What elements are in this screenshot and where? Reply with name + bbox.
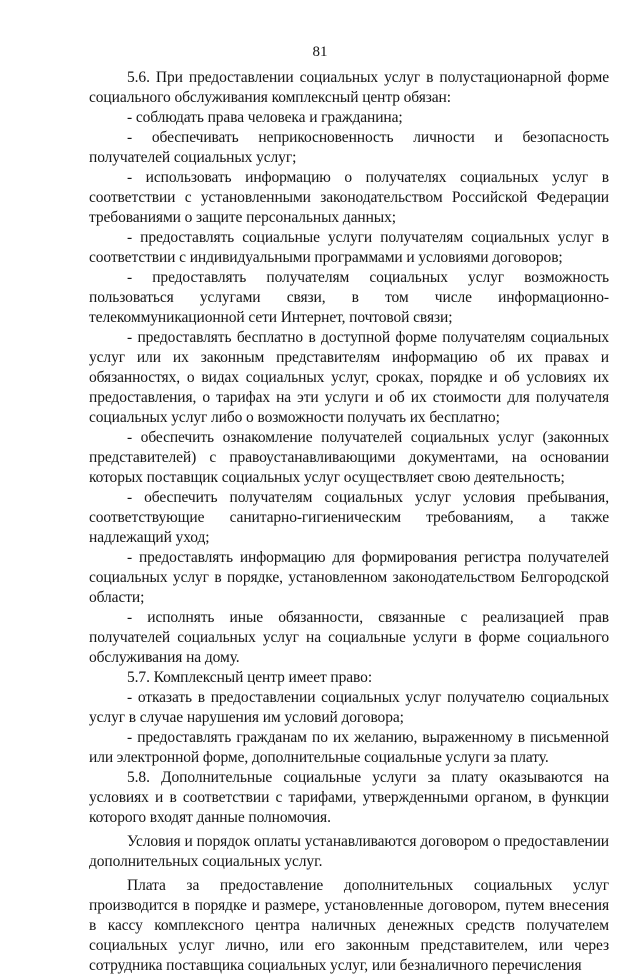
page-number: 81 xyxy=(312,44,328,60)
paragraph-payment-terms: Условия и порядок оплаты устанавливаются договором о предоставлении дополнительных социальных услуг. xyxy=(89,833,609,870)
list-item-other-duties: - исполнять иные обязанности, связанные с реализацией прав получателей социальных услуг на социальные услуги в форме социального обслуживания на дому. xyxy=(89,609,609,666)
list-item-free-information: - предоставлять бесплатно в доступной форме получателям социальных услуг или их законным представителям информацию об их правах и обязанностях, о видах социальных услуг, сроках, порядке и об условиях их предоставления, о тарифах на эти услуги и об их стоимости для получателя социальных услуг либо о возможности получать их бесплатно; xyxy=(89,329,609,426)
paragraph-payment-procedure: Плата за предоставление дополнительных социальных услуг производится в порядке и размере, установленные договором, путем внесения в кассу комплексного центра наличных денежных средств получателем социальных услуг лично, или его законным представителем, или через сотрудника поставщика социальных услуг, или безналичного перечисления xyxy=(89,877,609,974)
list-item-individual-programs: - предоставлять социальные услуги получателям социальных услуг в соответствии с индивидуальными программами и условиями договоров; xyxy=(89,229,609,266)
list-item-sanitary: - обеспечить получателям социальных услуг условия пребывания, соответствующие санитарно-гигиеническим требованиям, а также надлежащий уход; xyxy=(89,489,609,546)
list-item-paid-services: - предоставлять гражданам по их желанию, выраженному в письменной или электронной форме, дополнительные социальные услуги за плату. xyxy=(89,729,609,766)
list-item-register: - предоставлять информацию для формирования регистра получателей социальных услуг в порядке, установленном законодательством Белгородской области; xyxy=(89,549,609,606)
list-item-communication: - предоставлять получателям социальных услуг возможность пользоваться услугами связи, в том числе информационно-телекоммуникационной сети Интернет, почтовой связи; xyxy=(89,269,609,326)
list-item-human-rights: - соблюдать права человека и гражданина; xyxy=(127,109,403,126)
document-body xyxy=(89,68,609,976)
list-item-refuse: - отказать в предоставлении социальных услуг получателю социальных услуг в случае нарушения им условий договора; xyxy=(89,689,609,726)
list-item-personal-data: - использовать информацию о получателях социальных услуг в соответствии с установленными законодательством Российской Федерации требованиями о защите персональных данных; xyxy=(89,169,609,226)
paragraph-5-6-intro: 5.6. При предоставлении социальных услуг в полустационарной форме социального обслуживания комплексный центр обязан: xyxy=(89,69,609,106)
paragraph-5-8: 5.8. Дополнительные социальные услуги за плату оказываются на условиях и в соответствии с тарифами, утвержденными органом, в функции которого входят данные полномочия. xyxy=(89,769,609,826)
list-item-documents: - обеспечить ознакомление получателей социальных услуг (законных представителей) с правоустанавливающими документами, на основании которых поставщик социальных услуг осуществляет свою деятельность; xyxy=(89,429,609,486)
paragraph-5-7-intro: 5.7. Комплексный центр имеет право: xyxy=(127,669,373,686)
list-item-inviolability: - обеспечивать неприкосновенность личности и безопасность получателей социальных услуг; xyxy=(89,129,609,166)
